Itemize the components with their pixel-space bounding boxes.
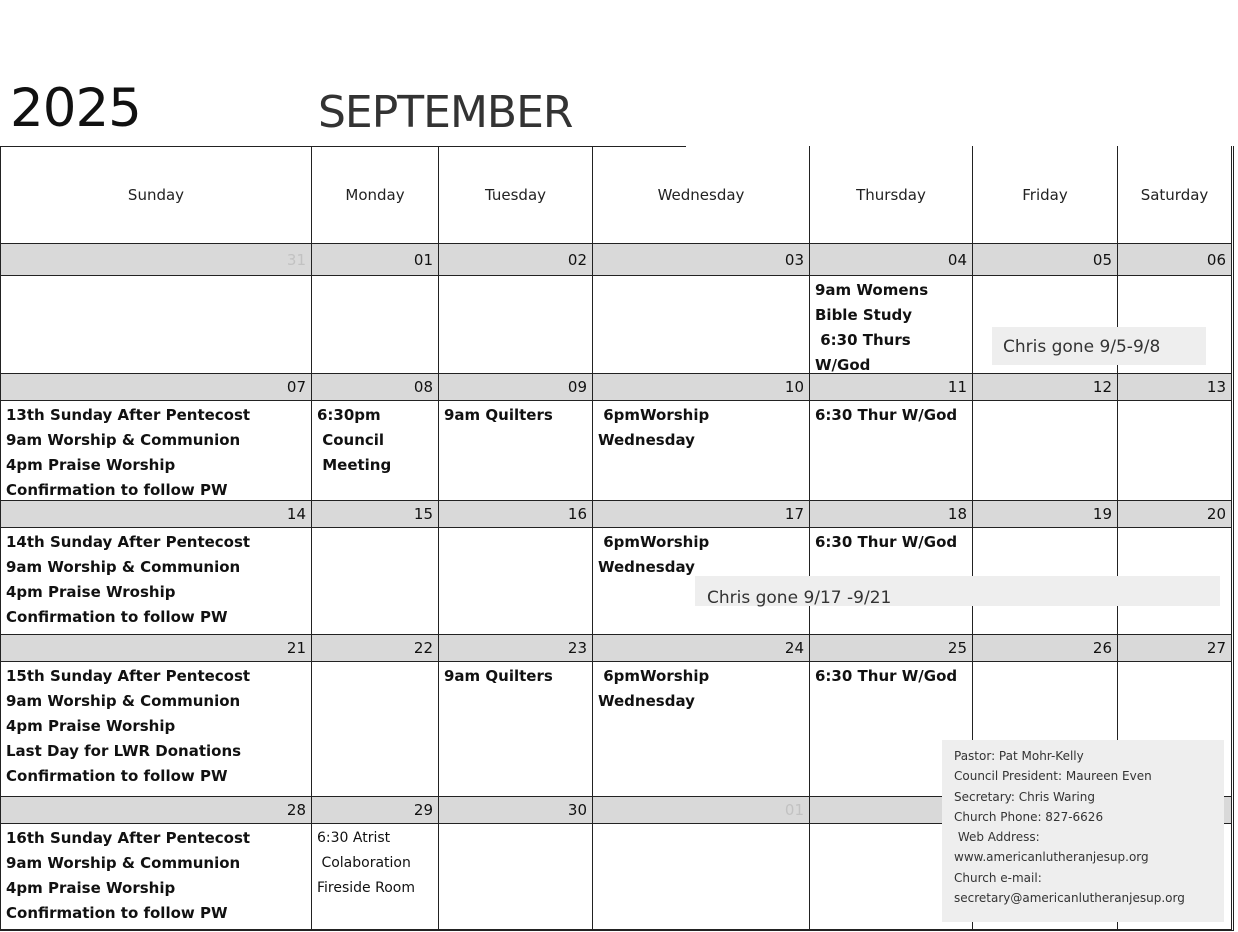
day-cell — [593, 662, 810, 797]
event-line: 9am Worship & Communion — [6, 854, 241, 872]
day-cell — [439, 276, 593, 374]
date-number: 03 — [593, 244, 810, 276]
event-line: 6:30 Atrist — [317, 830, 391, 846]
weekday-header-wednesday: Wednesday — [593, 146, 810, 244]
date-number: 09 — [439, 374, 593, 401]
event-line: 9am Womens — [815, 281, 929, 299]
event-line: 9am Worship & Communion — [6, 431, 241, 449]
date-number: 11 — [810, 374, 973, 401]
event-line: 4pm Praise Worship — [6, 717, 176, 735]
day-cell — [593, 824, 810, 930]
event-line: 13th Sunday After Pentecost — [6, 406, 251, 424]
event-line: 4pm Praise Wroship — [6, 583, 176, 601]
date-number: 02 — [439, 244, 593, 276]
day-cell — [312, 276, 439, 374]
date-number: 20 — [1118, 501, 1232, 528]
event-line: Meeting — [317, 456, 392, 474]
event-line: 6:30 Thur W/God — [815, 533, 958, 551]
event-line: 16th Sunday After Pentecost — [6, 829, 251, 847]
church-info-line: Secretary: Chris Waring — [954, 789, 1095, 804]
date-number: 25 — [810, 635, 973, 662]
event-line: 9am Quilters — [444, 667, 553, 685]
church-info-line: Web Address: — [954, 830, 1040, 845]
day-cell — [1, 528, 312, 635]
day-cell — [810, 401, 973, 501]
event-line: 6pmWorship — [598, 667, 710, 685]
date-number: 07 — [1, 374, 312, 401]
event-line: Bible Study — [815, 306, 913, 324]
weekday-header-monday: Monday — [312, 146, 439, 244]
weekday-header-tuesday: Tuesday — [439, 146, 593, 244]
day-cell — [1, 824, 312, 930]
weekday-header-friday: Friday — [973, 146, 1118, 244]
event-line: W/God — [815, 356, 871, 374]
day-cell — [593, 401, 810, 501]
church-info-box — [942, 740, 1224, 922]
date-number: 12 — [973, 374, 1118, 401]
event-line: 9am Worship & Communion — [6, 558, 241, 576]
date-number: 28 — [1, 797, 312, 824]
event-line: Wednesday — [598, 692, 695, 710]
church-info-line: www.americanlutheranjesup.org — [954, 850, 1149, 865]
church-info-line: Church Phone: 827-6626 — [954, 809, 1104, 824]
date-number: 16 — [439, 501, 593, 528]
event-line: Confirmation to follow PW — [6, 767, 228, 785]
note-chris-gone-2: Chris gone 9/17 -9/21 — [695, 576, 1220, 606]
event-line: 9am Worship & Communion — [6, 692, 241, 710]
date-number: 17 — [593, 501, 810, 528]
event-line: Fireside Room — [317, 880, 415, 896]
event-line: 6pmWorship — [598, 406, 710, 424]
event-line: 15th Sunday After Pentecost — [6, 667, 251, 685]
day-cell — [312, 528, 439, 635]
date-number: 21 — [1, 635, 312, 662]
calendar-year: 2025 — [10, 78, 141, 139]
day-cell — [1, 401, 312, 501]
weekday-header-saturday: Saturday — [1118, 146, 1232, 244]
event-line: 6pmWorship — [598, 533, 710, 551]
event-line: 6:30 Thur W/God — [815, 406, 958, 424]
event-line: 6:30 Thur W/God — [815, 667, 958, 685]
church-info-line: secretary@americanlutheranjesup.org — [954, 891, 1185, 906]
date-number: 24 — [593, 635, 810, 662]
date-number: 05 — [973, 244, 1118, 276]
event-line: 14th Sunday After Pentecost — [6, 533, 251, 551]
date-number: 06 — [1118, 244, 1232, 276]
date-number: 23 — [439, 635, 593, 662]
weekday-header-thursday: Thursday — [810, 146, 973, 244]
event-line: Wednesday — [598, 558, 695, 576]
church-info-line: Church e-mail: — [954, 870, 1042, 885]
event-line: 4pm Praise Worship — [6, 456, 176, 474]
date-number: 29 — [312, 797, 439, 824]
event-line: Colaboration — [317, 855, 411, 871]
date-number: 10 — [593, 374, 810, 401]
event-line: Last Day for LWR Donations — [6, 742, 242, 760]
event-line: 4pm Praise Worship — [6, 879, 176, 897]
date-number: 26 — [973, 635, 1118, 662]
day-cell — [439, 824, 593, 930]
day-cell — [1, 662, 312, 797]
church-info-line: Council President: Maureen Even — [954, 769, 1152, 784]
event-line: Wednesday — [598, 431, 695, 449]
event-line: Confirmation to follow PW — [6, 481, 228, 499]
day-cell — [439, 662, 593, 797]
event-line: 6:30 Thurs — [815, 331, 911, 349]
event-line: 9am Quilters — [444, 406, 553, 424]
weekday-header-sunday: Sunday — [1, 146, 312, 244]
date-number: 04 — [810, 244, 973, 276]
date-number: 27 — [1118, 635, 1232, 662]
day-cell — [312, 662, 439, 797]
church-info-line: Pastor: Pat Mohr-Kelly — [954, 749, 1084, 763]
day-cell — [1118, 401, 1232, 501]
event-line: Confirmation to follow PW — [6, 608, 228, 626]
event-line: 6:30pm — [317, 406, 381, 424]
day-cell — [439, 528, 593, 635]
event-line: Confirmation to follow PW — [6, 904, 228, 922]
date-number: 08 — [312, 374, 439, 401]
event-line: Council — [317, 431, 385, 449]
date-number: 22 — [312, 635, 439, 662]
day-cell — [312, 401, 439, 501]
date-number: 01 — [312, 244, 439, 276]
date-number: 15 — [312, 501, 439, 528]
day-cell — [810, 276, 973, 374]
day-cell — [1, 276, 312, 374]
date-number: 01 — [593, 797, 810, 824]
date-number: 14 — [1, 501, 312, 528]
date-number: 18 — [810, 501, 973, 528]
note-chris-gone-1: Chris gone 9/5-9/8 — [992, 327, 1206, 365]
date-number: 30 — [439, 797, 593, 824]
date-number: 19 — [973, 501, 1118, 528]
date-number: 31 — [1, 244, 312, 276]
date-number: 13 — [1118, 374, 1232, 401]
day-cell — [593, 276, 810, 374]
day-cell — [439, 401, 593, 501]
day-cell — [312, 824, 439, 930]
calendar-month: SEPTEMBER — [318, 87, 573, 138]
day-cell — [973, 401, 1118, 501]
